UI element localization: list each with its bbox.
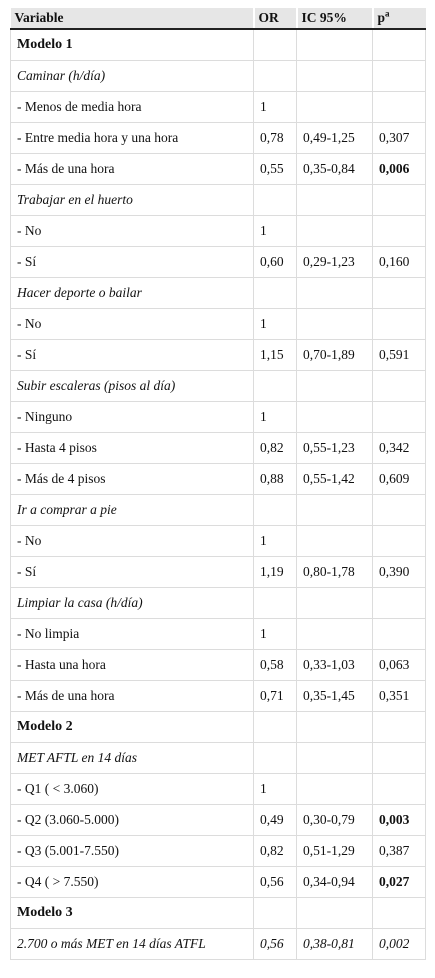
cell-or [254, 278, 297, 309]
cell-ic: 0,55-1,23 [297, 433, 373, 464]
cell-p: 0,063 [373, 650, 426, 681]
cell-variable: - Q1 ( < 3.060) [11, 774, 254, 805]
cell-ic: 0,33-1,03 [297, 650, 373, 681]
cell-p [373, 92, 426, 123]
section-row [11, 898, 426, 929]
table-row [11, 154, 426, 185]
table-row [11, 650, 426, 681]
table-row [11, 805, 426, 836]
table-row [11, 464, 426, 495]
cell-or: 0,82 [254, 433, 297, 464]
cell-variable: 2.700 o más MET en 14 días ATFL [11, 929, 254, 960]
group-row [11, 743, 426, 774]
cell-or [254, 185, 297, 216]
cell-p: 0,160 [373, 247, 426, 278]
cell-or: 1 [254, 216, 297, 247]
cell-ic [297, 278, 373, 309]
cell-ic: 0,34-0,94 [297, 867, 373, 898]
cell-or: 1,19 [254, 557, 297, 588]
header-or: OR [254, 8, 297, 29]
table-row [11, 247, 426, 278]
cell-p [373, 278, 426, 309]
cell-ic: 0,35-0,84 [297, 154, 373, 185]
cell-or: 0,88 [254, 464, 297, 495]
section-row [11, 712, 426, 743]
cell-p [373, 619, 426, 650]
cell-ic [297, 92, 373, 123]
cell-ic [297, 61, 373, 92]
cell-p: 0,390 [373, 557, 426, 588]
table-header [11, 8, 426, 29]
header-p-footnote: a [385, 8, 390, 19]
cell-ic [297, 619, 373, 650]
cell-ic [297, 588, 373, 619]
cell-or: 0,49 [254, 805, 297, 836]
cell-or [254, 712, 297, 743]
cell-variable: Ir a comprar a pie [11, 495, 254, 526]
cell-variable: - Hasta una hora [11, 650, 254, 681]
group-row [11, 495, 426, 526]
table-row [11, 867, 426, 898]
cell-or [254, 898, 297, 929]
cell-variable: Modelo 1 [11, 29, 254, 61]
cell-ic: 0,51-1,29 [297, 836, 373, 867]
table-row [11, 526, 426, 557]
header-p [373, 8, 426, 29]
cell-or [254, 743, 297, 774]
cell-or: 1 [254, 774, 297, 805]
cell-ic: 0,38-0,81 [297, 929, 373, 960]
cell-or [254, 61, 297, 92]
cell-ic [297, 216, 373, 247]
cell-variable: MET AFTL en 14 días [11, 743, 254, 774]
cell-variable: - Entre media hora y una hora [11, 123, 254, 154]
table-row [11, 433, 426, 464]
cell-p: 0,351 [373, 681, 426, 712]
cell-ic [297, 371, 373, 402]
cell-or: 0,56 [254, 867, 297, 898]
cell-ic: 0,29-1,23 [297, 247, 373, 278]
cell-p [373, 185, 426, 216]
cell-ic [297, 309, 373, 340]
cell-variable: - Sí [11, 557, 254, 588]
cell-ic: 0,30-0,79 [297, 805, 373, 836]
cell-or [254, 371, 297, 402]
cell-ic: 0,55-1,42 [297, 464, 373, 495]
cell-or: 1 [254, 526, 297, 557]
cell-ic [297, 185, 373, 216]
cell-variable: - Q4 ( > 7.550) [11, 867, 254, 898]
cell-p [373, 526, 426, 557]
cell-or: 1 [254, 619, 297, 650]
cell-variable: - Más de una hora [11, 681, 254, 712]
results-table [10, 8, 426, 960]
cell-p [373, 495, 426, 526]
cell-or: 1 [254, 402, 297, 433]
cell-variable: - Menos de media hora [11, 92, 254, 123]
cell-ic [297, 402, 373, 433]
cell-or: 0,71 [254, 681, 297, 712]
cell-variable: Subir escaleras (pisos al día) [11, 371, 254, 402]
cell-or: 1 [254, 92, 297, 123]
group-row [11, 588, 426, 619]
cell-variable: Caminar (h/día) [11, 61, 254, 92]
cell-variable: Hacer deporte o bailar [11, 278, 254, 309]
table-row [11, 836, 426, 867]
cell-or: 1,15 [254, 340, 297, 371]
cell-or: 0,60 [254, 247, 297, 278]
cell-p [373, 216, 426, 247]
table-row [11, 92, 426, 123]
cell-ic: 0,35-1,45 [297, 681, 373, 712]
cell-ic: 0,49-1,25 [297, 123, 373, 154]
cell-ic [297, 743, 373, 774]
cell-variable: - No [11, 309, 254, 340]
cell-variable: Limpiar la casa (h/día) [11, 588, 254, 619]
cell-or: 0,56 [254, 929, 297, 960]
cell-p: 0,006 [373, 154, 426, 185]
cell-variable: - No [11, 526, 254, 557]
cell-or: 0,78 [254, 123, 297, 154]
cell-p [373, 898, 426, 929]
cell-p: 0,591 [373, 340, 426, 371]
table-row [11, 402, 426, 433]
cell-p [373, 29, 426, 61]
group-row [11, 278, 426, 309]
table-row [11, 557, 426, 588]
table-row [11, 216, 426, 247]
section-row [11, 29, 426, 61]
header-ic: IC 95% [297, 8, 373, 29]
cell-p: 0,002 [373, 929, 426, 960]
group-row [11, 185, 426, 216]
cell-p: 0,027 [373, 867, 426, 898]
cell-ic: 0,70-1,89 [297, 340, 373, 371]
table-row [11, 309, 426, 340]
group-row [11, 929, 426, 960]
cell-p: 0,342 [373, 433, 426, 464]
cell-variable: Modelo 2 [11, 712, 254, 743]
cell-variable: - No [11, 216, 254, 247]
cell-variable: - Ninguno [11, 402, 254, 433]
cell-p [373, 712, 426, 743]
cell-ic [297, 29, 373, 61]
cell-p [373, 743, 426, 774]
cell-variable: - Sí [11, 247, 254, 278]
cell-ic: 0,80-1,78 [297, 557, 373, 588]
table-row [11, 340, 426, 371]
cell-ic [297, 712, 373, 743]
cell-variable: - No limpia [11, 619, 254, 650]
cell-or [254, 495, 297, 526]
cell-ic [297, 898, 373, 929]
group-row [11, 371, 426, 402]
cell-ic [297, 526, 373, 557]
cell-or: 0,82 [254, 836, 297, 867]
cell-variable: - Hasta 4 pisos [11, 433, 254, 464]
table-row [11, 123, 426, 154]
cell-p [373, 371, 426, 402]
cell-or: 0,55 [254, 154, 297, 185]
cell-or [254, 588, 297, 619]
header-row [11, 8, 426, 29]
cell-p [373, 309, 426, 340]
table-body [11, 29, 426, 960]
cell-variable: - Sí [11, 340, 254, 371]
group-row [11, 61, 426, 92]
cell-p [373, 774, 426, 805]
header-variable: Variable [11, 8, 254, 29]
cell-variable: - Más de 4 pisos [11, 464, 254, 495]
cell-or [254, 29, 297, 61]
cell-p [373, 588, 426, 619]
cell-or: 1 [254, 309, 297, 340]
cell-variable: Modelo 3 [11, 898, 254, 929]
cell-p [373, 402, 426, 433]
cell-ic [297, 774, 373, 805]
cell-p: 0,003 [373, 805, 426, 836]
cell-variable: - Q2 (3.060-5.000) [11, 805, 254, 836]
cell-variable: Trabajar en el huerto [11, 185, 254, 216]
header-p-label: p [377, 10, 386, 25]
table-row [11, 619, 426, 650]
cell-p: 0,609 [373, 464, 426, 495]
cell-variable: - Más de una hora [11, 154, 254, 185]
table-row [11, 774, 426, 805]
cell-p [373, 61, 426, 92]
cell-p: 0,387 [373, 836, 426, 867]
cell-variable: - Q3 (5.001-7.550) [11, 836, 254, 867]
cell-ic [297, 495, 373, 526]
cell-or: 0,58 [254, 650, 297, 681]
table-row [11, 681, 426, 712]
cell-p: 0,307 [373, 123, 426, 154]
